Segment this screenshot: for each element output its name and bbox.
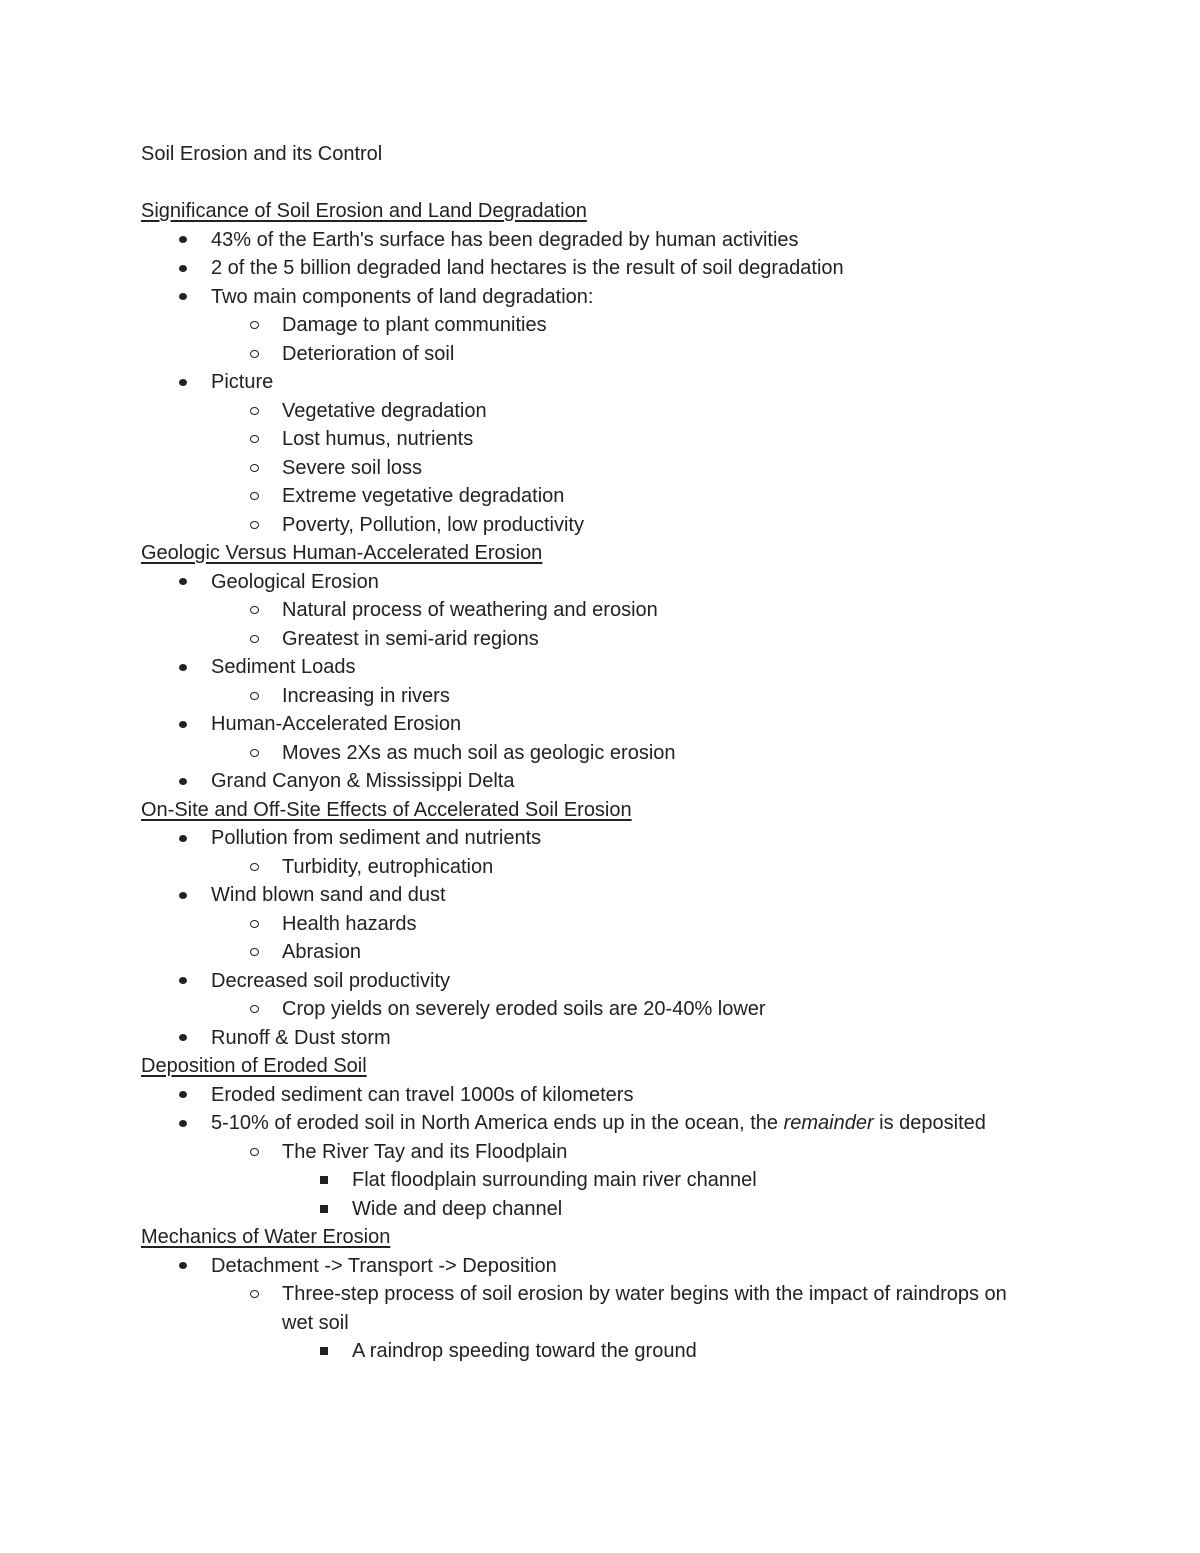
list-item: Greatest in semi-arid regions bbox=[141, 625, 1101, 654]
list-item: The River Tay and its Floodplain bbox=[141, 1138, 1101, 1167]
bullet-circle-icon bbox=[250, 938, 259, 967]
bullet-dot-icon bbox=[179, 254, 187, 283]
section-heading-deposition: Deposition of Eroded Soil bbox=[141, 1055, 367, 1077]
bullet-dot-icon bbox=[179, 568, 187, 597]
bullet-dot-icon bbox=[179, 1024, 187, 1053]
list-item: Sediment Loads bbox=[141, 653, 1101, 682]
section-heading-geologic: Geologic Versus Human-Accelerated Erosion bbox=[141, 542, 543, 564]
list-item: 5-10% of eroded soil in North America ends up in the ocean, the remainder is deposited bbox=[141, 1109, 1101, 1138]
bullet-dot-icon bbox=[179, 710, 187, 739]
bullet-square-icon bbox=[320, 1166, 328, 1195]
list-item: Damage to plant communities bbox=[141, 311, 1101, 340]
bullet-circle-icon bbox=[250, 596, 259, 625]
list-item: Decreased soil productivity bbox=[141, 967, 1101, 996]
bullet-dot-icon bbox=[179, 226, 187, 255]
bullet-circle-icon bbox=[250, 682, 259, 711]
list-item: Severe soil loss bbox=[141, 454, 1101, 483]
list-item: Natural process of weathering and erosion bbox=[141, 596, 1101, 625]
bullet-dot-icon bbox=[179, 767, 187, 796]
bullet-square-icon bbox=[320, 1337, 328, 1366]
bullet-circle-icon bbox=[250, 853, 259, 882]
list-item: Pollution from sediment and nutrients bbox=[141, 824, 1101, 853]
bullet-circle-icon bbox=[250, 511, 259, 540]
bullet-circle-icon bbox=[250, 995, 259, 1024]
bullet-circle-icon bbox=[250, 739, 259, 768]
section-list-deposition bbox=[141, 1081, 1101, 1224]
list-item: Detachment -> Transport -> Deposition bbox=[141, 1252, 1101, 1281]
bullet-circle-icon bbox=[250, 340, 259, 369]
bullet-dot-icon bbox=[179, 1109, 187, 1138]
list-item: Two main components of land degradation: bbox=[141, 283, 1101, 312]
bullet-dot-icon bbox=[179, 1081, 187, 1110]
list-item: 2 of the 5 billion degraded land hectares is the result of soil degradation bbox=[141, 254, 1101, 283]
bullet-circle-icon bbox=[250, 454, 259, 483]
bullet-circle-icon bbox=[250, 910, 259, 939]
list-item: Wide and deep channel bbox=[141, 1195, 1101, 1224]
list-item: Health hazards bbox=[141, 910, 1101, 939]
bullet-dot-icon bbox=[179, 368, 187, 397]
list-item: Turbidity, eutrophication bbox=[141, 853, 1101, 882]
list-item: Runoff & Dust storm bbox=[141, 1024, 1101, 1053]
document-title: Soil Erosion and its Control bbox=[141, 143, 383, 165]
bullet-circle-icon bbox=[250, 311, 259, 340]
section-list-geologic bbox=[141, 568, 1101, 796]
section-list-effects bbox=[141, 824, 1101, 1052]
bullet-dot-icon bbox=[179, 881, 187, 910]
list-item: Flat floodplain surrounding main river channel bbox=[141, 1166, 1101, 1195]
bullet-circle-icon bbox=[250, 1138, 259, 1167]
list-item: Lost humus, nutrients bbox=[141, 425, 1101, 454]
bullet-dot-icon bbox=[179, 967, 187, 996]
bullet-circle-icon bbox=[250, 482, 259, 511]
bullet-dot-icon bbox=[179, 1252, 187, 1281]
list-item: Grand Canyon & Mississippi Delta bbox=[141, 767, 1101, 796]
bullet-dot-icon bbox=[179, 283, 187, 312]
emphasis-remainder: remainder bbox=[783, 1112, 874, 1134]
section-heading-effects: On-Site and Off-Site Effects of Accelerated Soil Erosion bbox=[141, 798, 632, 821]
section-list-significance bbox=[141, 226, 1101, 540]
list-item: Moves 2Xs as much soil as geologic erosion bbox=[141, 739, 1101, 768]
bullet-circle-icon bbox=[250, 425, 259, 454]
list-item: Picture bbox=[141, 368, 1101, 397]
list-item: Deterioration of soil bbox=[141, 340, 1101, 369]
bullet-circle-icon bbox=[250, 397, 259, 426]
document-page bbox=[141, 140, 1101, 1366]
list-item: Wind blown sand and dust bbox=[141, 881, 1101, 910]
list-item: Abrasion bbox=[141, 938, 1101, 967]
bullet-circle-icon bbox=[250, 1280, 259, 1309]
section-heading-mechanics: Mechanics of Water Erosion bbox=[141, 1226, 391, 1248]
list-item: Extreme vegetative degradation bbox=[141, 482, 1101, 511]
list-item: Eroded sediment can travel 1000s of kilometers bbox=[141, 1081, 1101, 1110]
list-item: A raindrop speeding toward the ground bbox=[141, 1337, 1101, 1366]
bullet-circle-icon bbox=[250, 625, 259, 654]
list-item: Vegetative degradation bbox=[141, 397, 1101, 426]
list-item: Three-step process of soil erosion by water begins with the impact of raindrops on wet soil bbox=[141, 1280, 1101, 1337]
bullet-dot-icon bbox=[179, 653, 187, 682]
list-item: Human-Accelerated Erosion bbox=[141, 710, 1101, 739]
bullet-square-icon bbox=[320, 1195, 328, 1224]
list-item: Crop yields on severely eroded soils are 20-40% lower bbox=[141, 995, 1101, 1024]
list-item: 43% of the Earth's surface has been degraded by human activities bbox=[141, 226, 1101, 255]
section-list-mechanics bbox=[141, 1252, 1101, 1366]
section-heading-significance: Significance of Soil Erosion and Land Degradation bbox=[141, 200, 587, 222]
list-item: Geological Erosion bbox=[141, 568, 1101, 597]
list-item: Increasing in rivers bbox=[141, 682, 1101, 711]
list-item: Poverty, Pollution, low productivity bbox=[141, 511, 1101, 540]
bullet-dot-icon bbox=[179, 824, 187, 853]
